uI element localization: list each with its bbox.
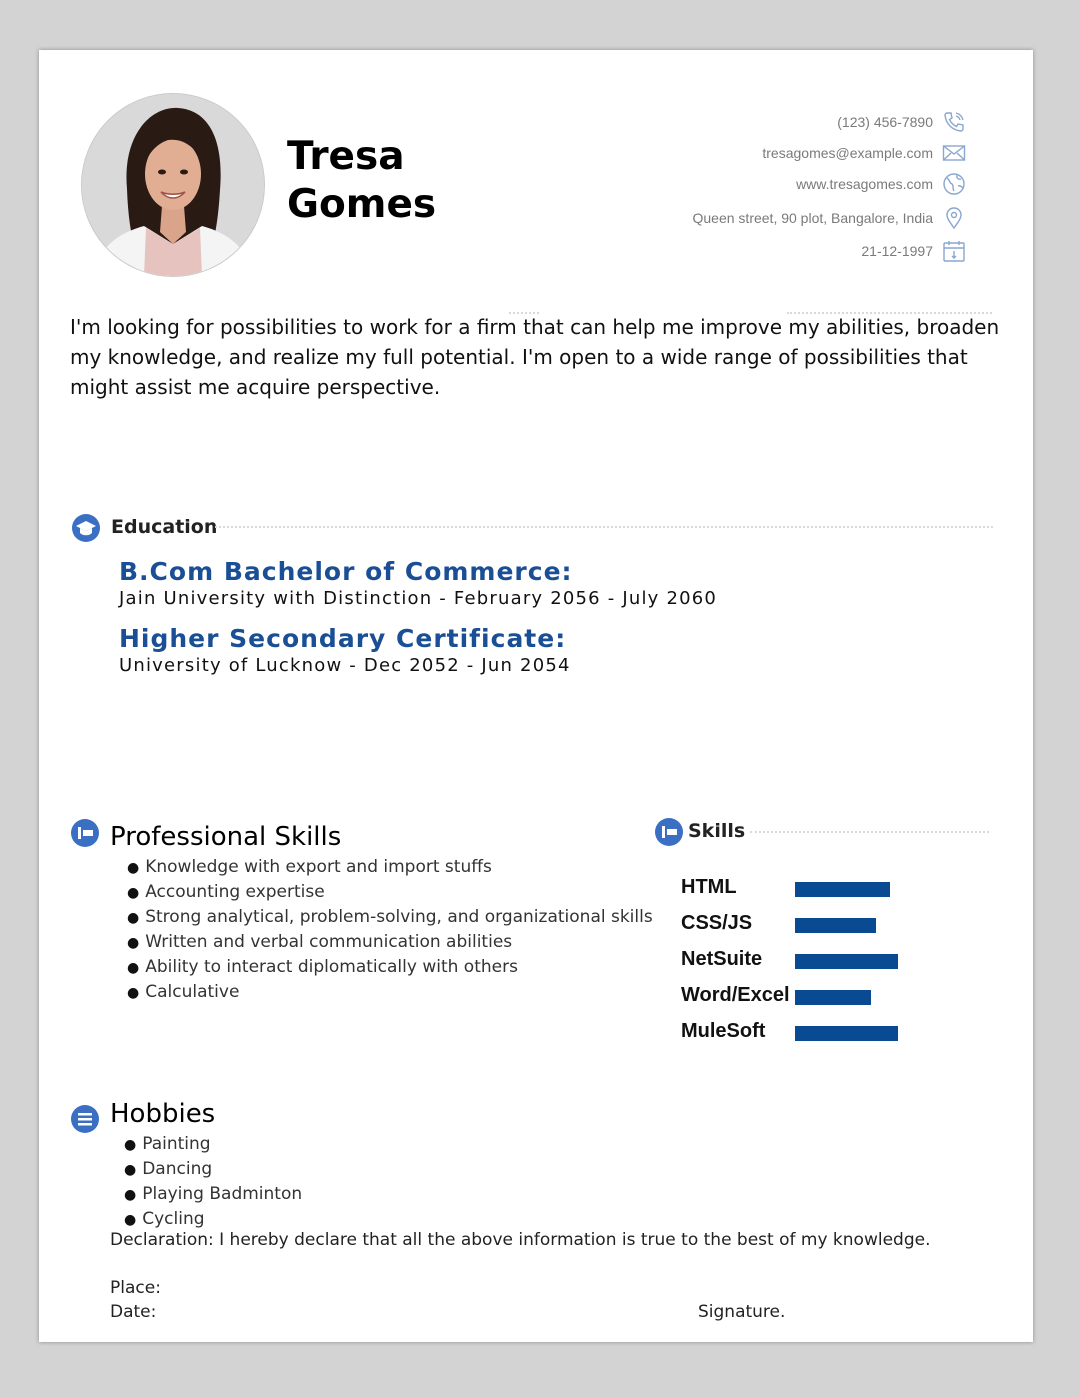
hobbies-list [124, 1132, 302, 1232]
place-label: Place: [110, 1278, 161, 1298]
skill-level-bar [795, 990, 871, 1005]
list-item: ● Calculative [127, 980, 653, 1005]
contact-email-text: tresagomes@example.com [762, 145, 933, 161]
signature-label: Signature. [698, 1302, 786, 1322]
phone-icon [941, 109, 967, 135]
divider [215, 526, 993, 528]
list-item: ● Written and verbal communication abilities [127, 930, 653, 955]
career-objective: I'm looking for possibilities to work for a firm that can help me improve my abilities, broaden my knowledge, and realize my full potential. I'm open to a wide range of possibilities that might assist me acquire perspective. [70, 315, 1000, 399]
first-name: Tresa [287, 134, 405, 179]
contact-email [762, 140, 967, 166]
list-item: ● Playing Badminton [124, 1182, 302, 1207]
calendar-icon [941, 238, 967, 264]
education-heading: Education [111, 516, 218, 538]
list-item: ● Accounting expertise [127, 880, 653, 905]
hobbies-section-icon [70, 1104, 100, 1138]
hobbies-heading: Hobbies [110, 1099, 216, 1129]
declaration: Declaration: I hereby declare that all the above information is true to the best of my knowledge. [110, 1230, 931, 1250]
contact-phone-text: (123) 456-7890 [837, 114, 933, 130]
list-item: ● Painting [124, 1132, 302, 1157]
list-item: ● Dancing [124, 1157, 302, 1182]
professional-skills-heading: Professional Skills [110, 822, 342, 852]
divider [750, 831, 989, 833]
degree-detail: University of Lucknow - Dec 2052 - Jun 2054 [119, 655, 571, 676]
degree-detail: Jain University with Distinction - February 2056 - July 2060 [119, 588, 718, 609]
contact-address-text: Queen street, 90 plot, Bangalore, India [692, 210, 933, 226]
contact-dob [861, 238, 967, 264]
profile-photo [81, 93, 265, 277]
skill-name: MuleSoft [681, 1020, 766, 1042]
contact-phone [837, 109, 967, 135]
professional-skills-list [127, 855, 653, 1005]
list-item: ● Ability to interact diplomatically with others [127, 955, 653, 980]
last-name: Gomes [287, 182, 437, 227]
contact-address [693, 205, 968, 231]
skill-name: CSS/JS [681, 912, 753, 934]
degree-title: Higher Secondary Certificate: [119, 624, 567, 653]
date-label: Date: [110, 1302, 157, 1322]
skill-level-bar [795, 918, 876, 933]
globe-icon [941, 171, 967, 197]
contact-dob-text: 21-12-1997 [861, 243, 933, 259]
skill-level-bar [795, 1026, 898, 1041]
degree-title: B.Com Bachelor of Commerce: [119, 557, 573, 586]
email-icon [941, 140, 967, 166]
contact-website [796, 171, 967, 197]
skills-heading: Skills [688, 820, 746, 842]
skill-level-bar [795, 954, 898, 969]
skill-name: NetSuite [681, 948, 763, 970]
education-section-icon [71, 513, 101, 547]
skills-section-icon [654, 817, 684, 851]
contact-website-text: www.tresagomes.com [796, 176, 933, 192]
candidate-name [287, 133, 436, 229]
list-item: ● Cycling [124, 1207, 302, 1232]
skill-level-bar [795, 882, 890, 897]
resume-page [39, 50, 1033, 1342]
location-icon [941, 205, 967, 231]
skill-name: Word/Excel [681, 984, 790, 1006]
list-item: ● Strong analytical, problem-solving, and organizational skills [127, 905, 653, 930]
professional-skills-icon [70, 818, 100, 852]
skill-name: HTML [681, 876, 737, 898]
list-item: ● Knowledge with export and import stuffs [127, 855, 653, 880]
